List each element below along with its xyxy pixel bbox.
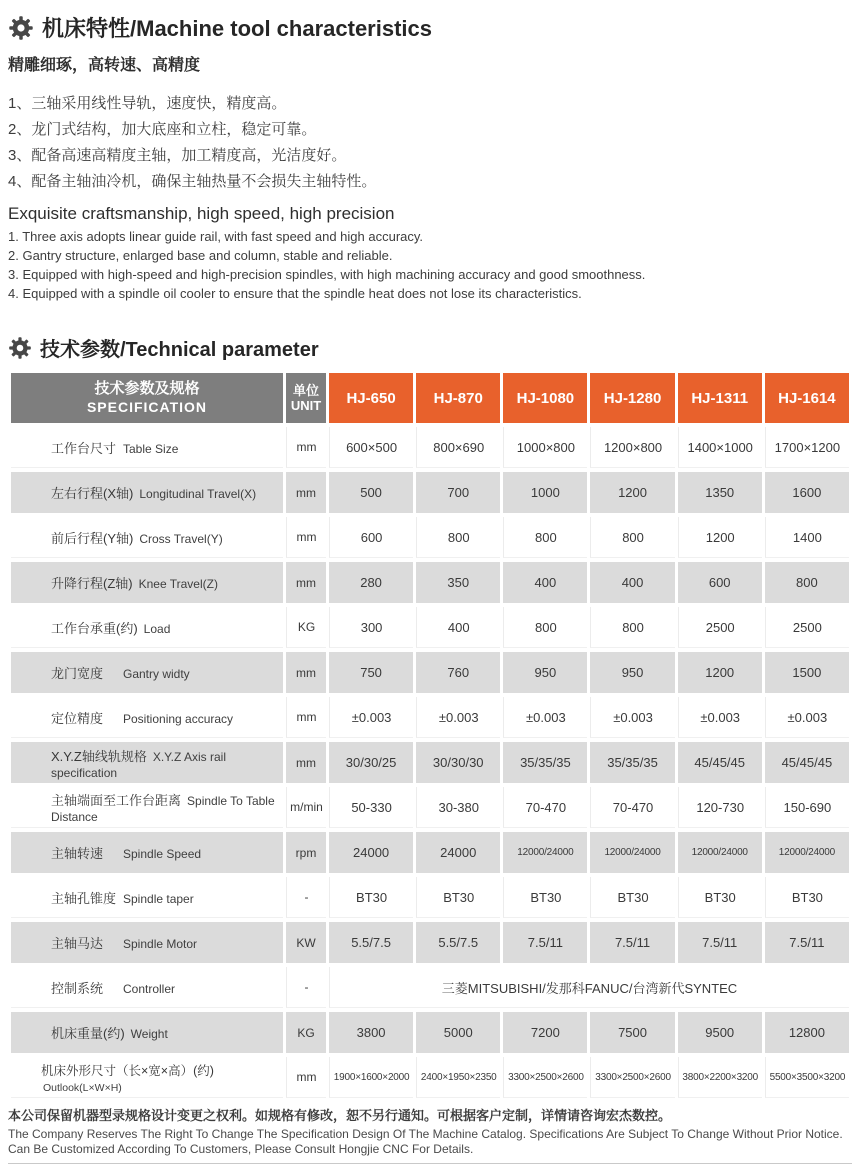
table-row <box>11 607 849 648</box>
spec-label-cn: 工作台尺寸 <box>51 440 117 456</box>
value-cell: 45/45/45 <box>678 742 762 783</box>
table-row <box>11 877 849 918</box>
table-row <box>11 967 849 1008</box>
model-column-header: HJ-1311 <box>678 373 762 423</box>
spec-label-en: X.Y.Z Axis rail specification <box>51 749 226 780</box>
spec-cell <box>11 472 283 513</box>
value-cell: 800 <box>416 517 500 558</box>
value-cell: ±0.003 <box>416 697 500 738</box>
spec-label-en: Spindle Speed <box>123 847 202 861</box>
value-cell: 70-470 <box>503 787 587 828</box>
value-cell: 400 <box>590 562 674 603</box>
en-feature-list <box>8 227 852 303</box>
footer-en: The Company Reserves The Right To Change The Specification Design Of The Machine Catalog. Specifications Are Subject To Change Without Prior Notice. Can Be Customized According To Customers, Please Consult Hongjie CNC For Details. <box>8 1127 843 1156</box>
spec-label-cn: 定位精度 <box>51 710 104 726</box>
en-feature-item: 4. Equipped with a spindle oil cooler to ensure that the spindle heat does not lose its characteristics. <box>8 286 582 301</box>
value-cell: 2500 <box>765 607 849 648</box>
spec-label-cn: 主轴孔锥度 <box>51 890 117 906</box>
value-cell: ±0.003 <box>590 697 674 738</box>
model-column-header: HJ-1280 <box>590 373 674 423</box>
en-feature-item: 2. Gantry structure, enlarged base and column, stable and reliable. <box>8 248 393 263</box>
value-cell: 1200×800 <box>590 427 674 468</box>
model-column-header: HJ-1080 <box>503 373 587 423</box>
spec-label-cn: 主轴转速 <box>51 846 104 861</box>
value-cell: 800×690 <box>416 427 500 468</box>
value-cell: BT30 <box>503 877 587 918</box>
footer-disclaimer <box>8 1107 852 1164</box>
value-cell: 950 <box>503 652 587 693</box>
table-row <box>11 472 849 513</box>
unit-cell: KG <box>286 1012 326 1053</box>
spec-label-cn: 主轴端面至工作台距离 <box>51 793 182 808</box>
value-cell: 50-330 <box>329 787 413 828</box>
spec-label-cn: X.Y.Z轴线轨规格 <box>51 748 147 764</box>
value-cell: 1350 <box>678 472 762 513</box>
spec-label-cn: 前后行程(Y轴) <box>51 530 134 546</box>
unit-column-header <box>286 373 326 423</box>
value-cell: ±0.003 <box>503 697 587 738</box>
table-row <box>11 652 849 693</box>
section1-title: 机床特性/Machine tool characteristics <box>42 16 432 41</box>
machine-characteristics-header <box>8 12 852 43</box>
unit-cell: KW <box>286 922 326 963</box>
spec-cell <box>11 922 283 963</box>
value-cell: 1200 <box>678 517 762 558</box>
table-row <box>11 1012 849 1053</box>
table-row <box>11 562 849 603</box>
unit-cell: mm <box>286 697 326 738</box>
spec-label-en: Spindle Motor <box>123 937 198 951</box>
value-cell: 5500×3500×3200 <box>765 1057 849 1098</box>
value-cell: 1600 <box>765 472 849 513</box>
value-cell: 30/30/25 <box>329 742 413 783</box>
value-cell: 12000/24000 <box>503 832 587 873</box>
table-row <box>11 697 849 738</box>
value-cell: 800 <box>765 562 849 603</box>
value-cell: 950 <box>590 652 674 693</box>
value-cell: 30-380 <box>416 787 500 828</box>
value-cell: 600 <box>678 562 762 603</box>
value-cell: 30/30/30 <box>416 742 500 783</box>
unit-cell: mm <box>286 517 326 558</box>
value-cell: 5.5/7.5 <box>329 922 413 963</box>
spec-cell <box>11 427 283 468</box>
spec-column-header <box>11 373 283 423</box>
spec-cell <box>11 652 283 693</box>
table-row <box>11 427 849 468</box>
value-cell: 1900×1600×2000 <box>329 1057 413 1098</box>
en-feature-item: 3. Equipped with high-speed and high-precision spindles, with high machining accuracy and good smoothness. <box>8 267 646 282</box>
value-cell: 800 <box>503 517 587 558</box>
value-cell: 2400×1950×2350 <box>416 1057 500 1098</box>
value-cell: 300 <box>329 607 413 648</box>
unit-cell: mm <box>286 1057 326 1098</box>
spec-label-en: Spindle To Table Distance <box>51 794 275 824</box>
value-cell: 600×500 <box>329 427 413 468</box>
spec-label-en: Gantry widty <box>123 667 190 681</box>
spec-label-en: Cross Travel(Y) <box>139 531 223 546</box>
value-cell: 700 <box>416 472 500 513</box>
unit-cell: m/min <box>286 787 326 828</box>
spec-label-en: Spindle taper <box>123 891 194 906</box>
unit-cell: - <box>286 967 326 1008</box>
value-cell: 800 <box>503 607 587 648</box>
spec-cell <box>11 967 283 1008</box>
value-cell: 2500 <box>678 607 762 648</box>
unit-cell: mm <box>286 562 326 603</box>
unit-cell: mm <box>286 742 326 783</box>
technical-parameter-header <box>8 333 852 362</box>
spec-label-cn: 龙门宽度 <box>51 666 104 681</box>
section1-subtitle: 精雕细琢，高转速、高精度 <box>8 57 201 74</box>
spec-label-cn: 升降行程(Z轴) <box>51 576 133 591</box>
technical-parameter-table <box>8 369 852 1102</box>
footer-cn: 本公司保留机器型录规格设计变更之权利。如规格有修改，恕不另行通知。可根据客户定制，详情请咨询宏杰数控。 <box>8 1108 672 1123</box>
value-cell: 12000/24000 <box>678 832 762 873</box>
spec-header-en: SPECIFICATION <box>86 398 208 415</box>
spec-cell <box>11 1012 283 1053</box>
value-cell: BT30 <box>416 877 500 918</box>
spec-label-cn: 主轴马达 <box>51 936 104 951</box>
value-cell: 600 <box>329 517 413 558</box>
model-column-header: HJ-870 <box>416 373 500 423</box>
value-cell: 12800 <box>765 1012 849 1053</box>
value-cell: 5000 <box>416 1012 500 1053</box>
value-cell: 1400 <box>765 517 849 558</box>
cn-feature-item: 4、配备主轴油冷机，确保主轴热量不会损失主轴特性。 <box>8 173 377 190</box>
spec-cell <box>11 832 283 873</box>
value-cell: 7.5/11 <box>765 922 849 963</box>
value-cell: BT30 <box>590 877 674 918</box>
spec-cell <box>11 787 283 828</box>
cn-feature-item: 2、龙门式结构，加大底座和立柱，稳定可靠。 <box>8 121 317 138</box>
spec-label-en: Weight <box>130 1027 168 1041</box>
model-column-header: HJ-1614 <box>765 373 849 423</box>
value-cell: ±0.003 <box>678 697 762 738</box>
value-cell: 280 <box>329 562 413 603</box>
value-cell: 3800×2200×3200 <box>678 1057 762 1098</box>
value-cell: 1700×1200 <box>765 427 849 468</box>
value-cell: ±0.003 <box>329 697 413 738</box>
spec-label-cn: 工作台承重(约) <box>51 620 138 636</box>
value-cell: 12000/24000 <box>590 832 674 873</box>
value-cell: 750 <box>329 652 413 693</box>
table-row <box>11 517 849 558</box>
spec-label-en: Knee Travel(Z) <box>138 577 218 591</box>
value-cell: 350 <box>416 562 500 603</box>
value-cell: BT30 <box>678 877 762 918</box>
value-cell: 7.5/11 <box>590 922 674 963</box>
spec-cell <box>11 517 283 558</box>
value-cell: 24000 <box>329 832 413 873</box>
value-cell: 5.5/7.5 <box>416 922 500 963</box>
spec-header-cn: 技术参数及规格 <box>94 379 200 397</box>
cn-feature-item: 1、三轴采用线性导轨，速度快，精度高。 <box>8 95 287 112</box>
spec-label-en: Load <box>143 621 171 636</box>
value-cell: 800 <box>590 607 674 648</box>
unit-cell: rpm <box>286 832 326 873</box>
spec-label-en: Outlook(L×W×H) <box>43 1081 122 1094</box>
spec-cell <box>11 877 283 918</box>
value-cell: 7200 <box>503 1012 587 1053</box>
unit-cell: KG <box>286 607 326 648</box>
spec-label-cn: 机床外形尺寸（长×宽×高）(约) <box>41 1063 214 1078</box>
spec-label-cn: 控制系统 <box>51 980 104 996</box>
spec-label-en: Positioning accuracy <box>123 711 234 726</box>
value-cell: 150-690 <box>765 787 849 828</box>
value-cell: 9500 <box>678 1012 762 1053</box>
value-cell: 7500 <box>590 1012 674 1053</box>
value-cell: BT30 <box>765 877 849 918</box>
value-cell: 120-730 <box>678 787 762 828</box>
spec-label-cn: 机床重量(约) <box>51 1026 125 1041</box>
value-cell: 70-470 <box>590 787 674 828</box>
value-cell: 760 <box>416 652 500 693</box>
value-cell: 24000 <box>416 832 500 873</box>
section2-title: 技术参数/Technical parameter <box>40 339 319 361</box>
table-row <box>11 742 849 783</box>
value-cell: 400 <box>503 562 587 603</box>
value-cell: 1200 <box>590 472 674 513</box>
value-cell: 45/45/45 <box>765 742 849 783</box>
value-cell: 1000×800 <box>503 427 587 468</box>
cn-feature-item: 3、配备高速高精度主轴，加工精度高，光洁度好。 <box>8 147 347 164</box>
value-cell: 800 <box>590 517 674 558</box>
unit-cell: mm <box>286 427 326 468</box>
spec-label-en: Table Size <box>123 441 179 456</box>
value-cell: 3300×2500×2600 <box>590 1057 674 1098</box>
value-cell: 1400×1000 <box>678 427 762 468</box>
value-cell: 12000/24000 <box>765 832 849 873</box>
unit-cell: mm <box>286 472 326 513</box>
en-feature-item: 1. Three axis adopts linear guide rail, with fast speed and high accuracy. <box>8 229 424 244</box>
value-cell: 1000 <box>503 472 587 513</box>
value-cell: ±0.003 <box>765 697 849 738</box>
en-heading: Exquisite craftsmanship, high speed, high precision <box>8 204 395 223</box>
spec-label-cn: 左右行程(X轴) <box>51 486 134 501</box>
value-cell: 1200 <box>678 652 762 693</box>
value-cell: 35/35/35 <box>590 742 674 783</box>
table-row <box>11 1057 849 1098</box>
model-column-header: HJ-650 <box>329 373 413 423</box>
spec-cell <box>11 742 283 783</box>
value-cell-span: 三菱MITSUBISHI/发那科FANUC/台湾新代SYNTEC <box>329 967 849 1008</box>
spec-label-en: Controller <box>123 981 176 996</box>
value-cell: 35/35/35 <box>503 742 587 783</box>
value-cell: 3300×2500×2600 <box>503 1057 587 1098</box>
table-row <box>11 832 849 873</box>
spec-label-en: Longitudinal Travel(X) <box>139 487 257 501</box>
spec-cell <box>11 607 283 648</box>
table-row <box>11 922 849 963</box>
value-cell: 400 <box>416 607 500 648</box>
spec-cell <box>11 1057 283 1098</box>
unit-header-cn: 单位 <box>292 383 319 398</box>
unit-cell: mm <box>286 652 326 693</box>
value-cell: 500 <box>329 472 413 513</box>
value-cell: 3800 <box>329 1012 413 1053</box>
value-cell: 7.5/11 <box>503 922 587 963</box>
table-row <box>11 787 849 828</box>
table-header-row <box>11 373 849 423</box>
spec-cell <box>11 697 283 738</box>
unit-header-en: UNIT <box>290 398 322 413</box>
gear-icon <box>8 336 32 360</box>
gear-icon <box>8 15 34 41</box>
spec-cell <box>11 562 283 603</box>
value-cell: 7.5/11 <box>678 922 762 963</box>
cn-feature-list <box>8 91 852 195</box>
unit-cell: - <box>286 877 326 918</box>
value-cell: 1500 <box>765 652 849 693</box>
value-cell: BT30 <box>329 877 413 918</box>
